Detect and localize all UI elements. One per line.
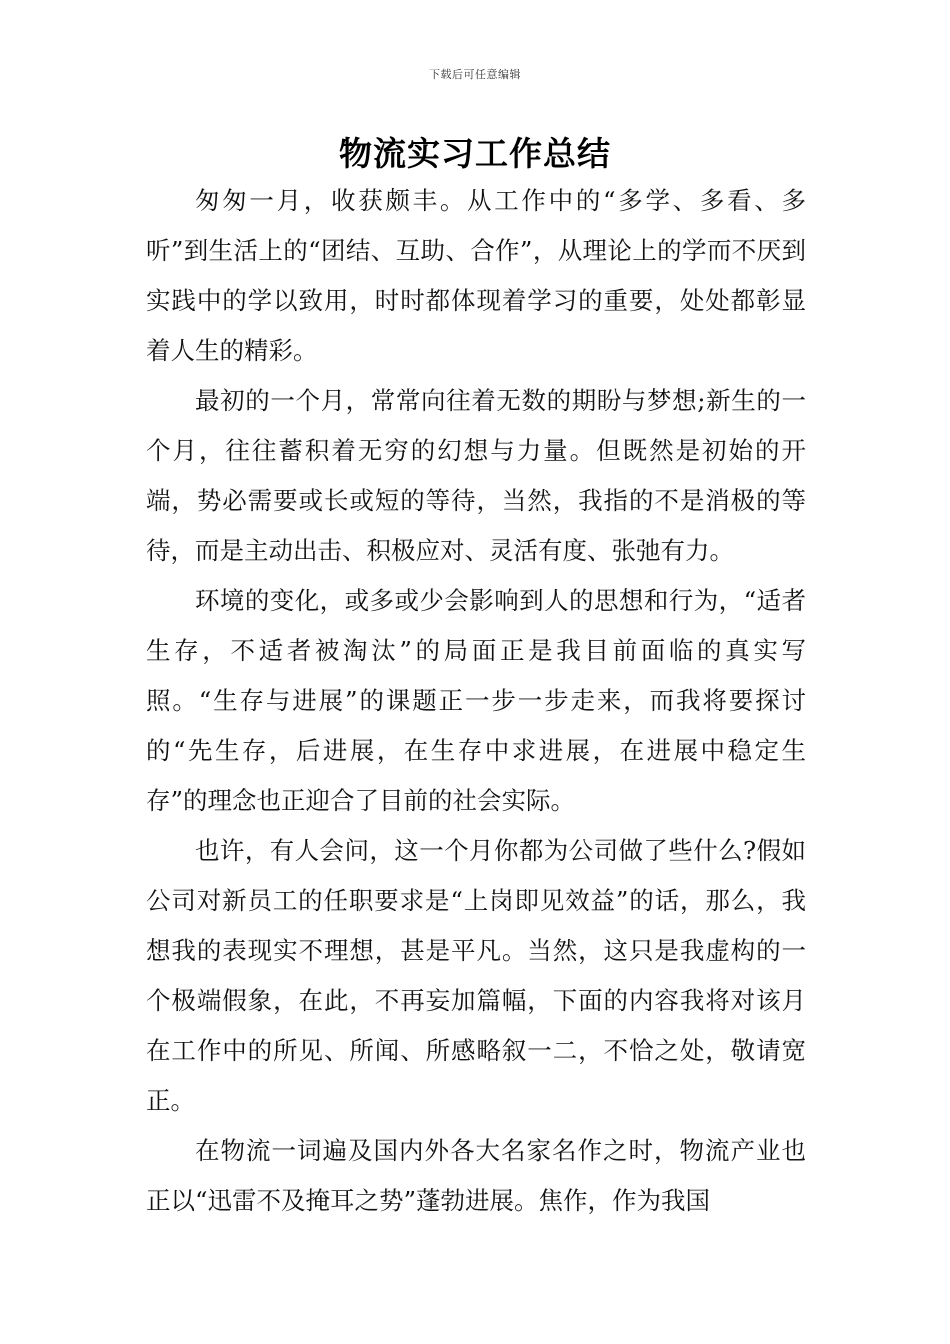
document-title: 物流实习工作总结 (339, 134, 611, 173)
paragraph-5: 在物流一词遍及国内外各大名家名作之时，物流产业也正以“迅雷不及掩耳之势”蓬勃进展。焦作，作为我国 (146, 1136, 806, 1215)
document-body (146, 176, 806, 1226)
paragraph-2: 最初的一个月，常常向往着无数的期盼与梦想;新生的一个月，往往蓄积着无穷的幻想与力量。但既然是初始的开端，势必需要或长或短的等待，当然，我指的不是消极的等待，而是主动出击、积极应对、灵活有度、张弛有力。 (146, 386, 806, 565)
paragraph-3: 环境的变化，或多或少会影响到人的思想和行为，“适者生存，不适者被淘汰”的局面正是我目前面临的真实写照。“生存与进展”的课题正一步一步走来，而我将要探讨的“先生存，后进展，在生存中求进展，在进展中稳定生存”的理念也正迎合了目前的社会实际。 (146, 586, 806, 815)
header-note: 下载后可任意编辑 (429, 68, 521, 81)
paragraph-1: 匆匆一月，收获颇丰。从工作中的“多学、多看、多听”到生活上的“团结、互助、合作”，从理论上的学而不厌到实践中的学以致用，时时都体现着学习的重要，处处都彰显着人生的精彩。 (146, 186, 806, 365)
paragraph-4: 也许，有人会问，这一个月你都为公司做了些什么?假如公司对新员工的任职要求是“上岗即见效益”的话，那么，我想我的表现实不理想，甚是平凡。当然，这只是我虚构的一个极端假象，在此，不再妄加篇幅，下面的内容我将对该月在工作中的所见、所闻、所感略叙一二，不恰之处，敬请宽正。 (146, 836, 806, 1115)
